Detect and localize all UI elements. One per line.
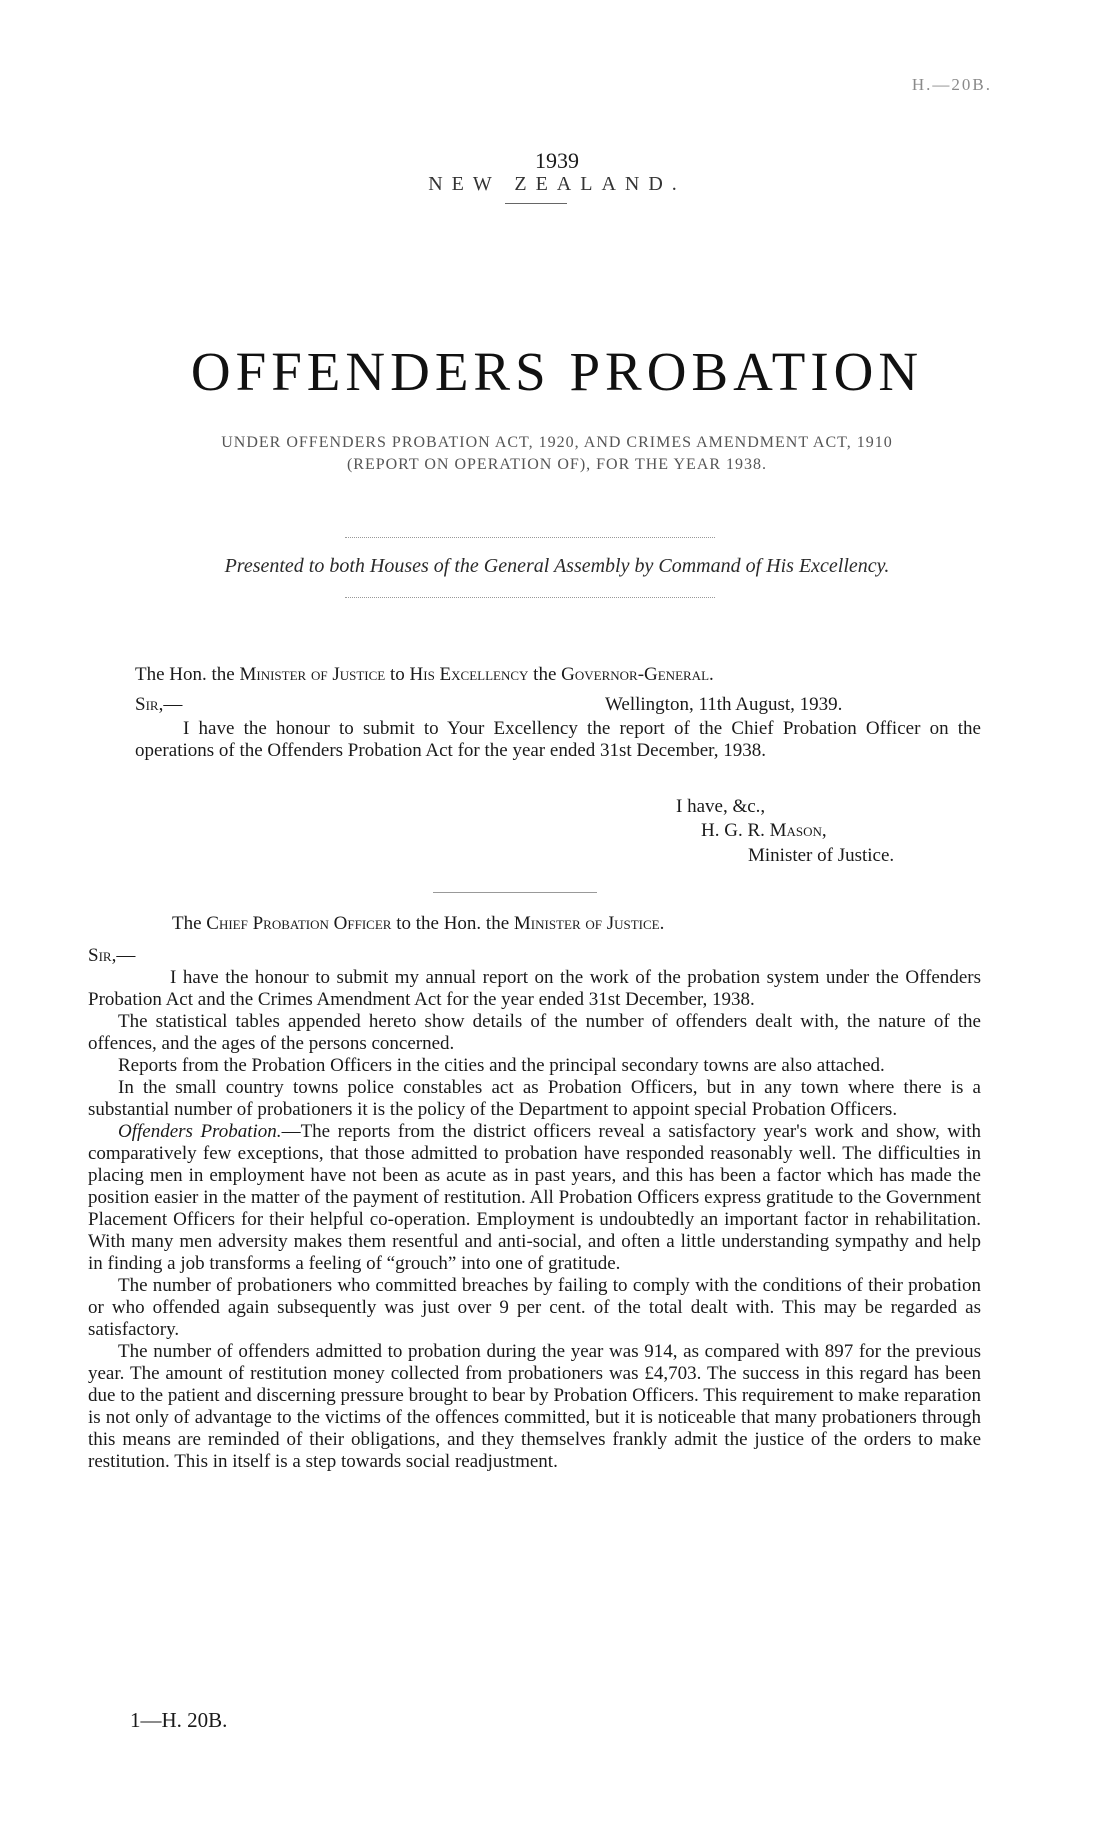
presentation-line: Presented to both Houses of the General Assembly by Command of His Excellency.: [224, 555, 890, 577]
offenders-probation-heading: Offenders Probation.: [118, 1121, 282, 1142]
letter1-signatory: H. G. R. Mason,: [701, 820, 827, 841]
letter2-paragraph: The number of offenders admitted to probation during the year was 914, as compared with 897 for the previous year. The amount of restitution money collected from probationers was £4,703. The success in this regard has been due to the patient and discerning pressure brought to bear by Probation Officers. This requirement to make reparation is not only of advantage to the victims of the offences committed, but it is noticeable that many probationers through this means are reminded of their obligations, and they themselves frankly admit the justice of the orders to make restitution. This in itself is a step towards social readjustment.: [88, 1341, 981, 1472]
letter2-address: [172, 913, 664, 935]
section-rule: [433, 892, 597, 893]
document-title: OFFENDERS PROBATION: [190, 341, 924, 402]
letter1-closing: I have, &c.,: [676, 796, 766, 817]
lower-dotted-rule: [345, 597, 715, 598]
document-country: NEW ZEALAND.: [428, 173, 686, 195]
letter2-paragraph: The statistical tables appended hereto show details of the number of offenders dealt with, the nature of the offences, and the ages of the persons concerned.: [88, 1011, 981, 1054]
letter2-body: [88, 967, 981, 1473]
letter2-paragraph: Reports from the Probation Officers in the cities and the principal secondary towns are also attached.: [118, 1055, 885, 1076]
document-subtitle: [0, 432, 1114, 476]
subtitle-line-1: UNDER OFFENDERS PROBATION ACT, 1920, AND CRIMES AMENDMENT ACT, 1910: [221, 434, 893, 451]
letter1-address-prefix: The Hon. the: [135, 664, 235, 685]
offenders-probation-text: —The reports from the district officers reveal a satisfactory year's work and show, with comparatively few exceptions, that those admitted to probation have responded reasonably well. The difficulties in placing men in employment have not been as acute as in past years, and this has been a factor which has made the position easier in the matter of the payment of restitution. All Probation Officers express gratitude to the Government Placement Officers for their helpful co-operation. Employment is undoubtedly an important factor in rehabilitation. With many men adversity makes them resentful and anti-social, and often a little understanding sympathy and help in finding a job transforms a feeling of “grouch” into one of gratitude.: [88, 1121, 981, 1274]
subtitle-line-2: (REPORT ON OPERATION OF), FOR THE YEAR 1938.: [346, 456, 768, 473]
letter2-paragraph: The number of probationers who committed breaches by failing to comply with the conditions of their probation or who offended again subsequently was just over 9 per cent. of the total dealt with. This may be regarded as satisfactory.: [88, 1275, 981, 1340]
letter1-to-word: to: [389, 664, 405, 685]
letter2-to-word: to the Hon. the: [396, 913, 510, 934]
letter2-sender: Chief Probation Officer: [206, 913, 392, 934]
header-rule: [505, 203, 567, 204]
letter2-paragraph: I have the honour to submit my annual report on the work of the probation system under the Offenders Probation Act and the Crimes Amendment Act for the year ended 31st December, 1938.: [88, 967, 981, 1010]
letter1-body: I have the honour to submit to Your Excellency the report of the Chief Probation Officer on the operations of the Offenders Probation Act for the year ended 31st December, 1938.: [135, 718, 981, 761]
letter2-recipient: Minister of Justice.: [513, 913, 665, 934]
letter1-position: Minister of Justice.: [748, 845, 895, 866]
letter1-sender: Minister of Justice: [239, 664, 386, 685]
document-year: 1939: [535, 148, 579, 173]
letter1-recipient: Governor-General.: [561, 664, 714, 685]
letter2-paragraph: In the small country towns police constables act as Probation Officers, but in any town where there is a substantial number of probationers it is the policy of the Department to appoint special Probation Officers.: [88, 1077, 981, 1120]
letter1-recipient-title: His Excellency: [409, 664, 529, 685]
letter2-salutation: Sir,—: [88, 945, 136, 966]
letter1-the-word: the: [533, 664, 557, 685]
letter1-address: [135, 664, 714, 686]
letter2-the-word: The: [172, 913, 202, 934]
upper-dotted-rule: [345, 537, 715, 538]
letter1-place-date: Wellington, 11th August, 1939.: [605, 694, 843, 715]
letter2-offenders-paragraph: [88, 1121, 981, 1275]
page-footer-reference: 1—H. 20B.: [130, 1708, 228, 1732]
document-reference: H.—20B.: [911, 75, 992, 94]
letter1-salutation: Sir,—: [135, 694, 183, 715]
